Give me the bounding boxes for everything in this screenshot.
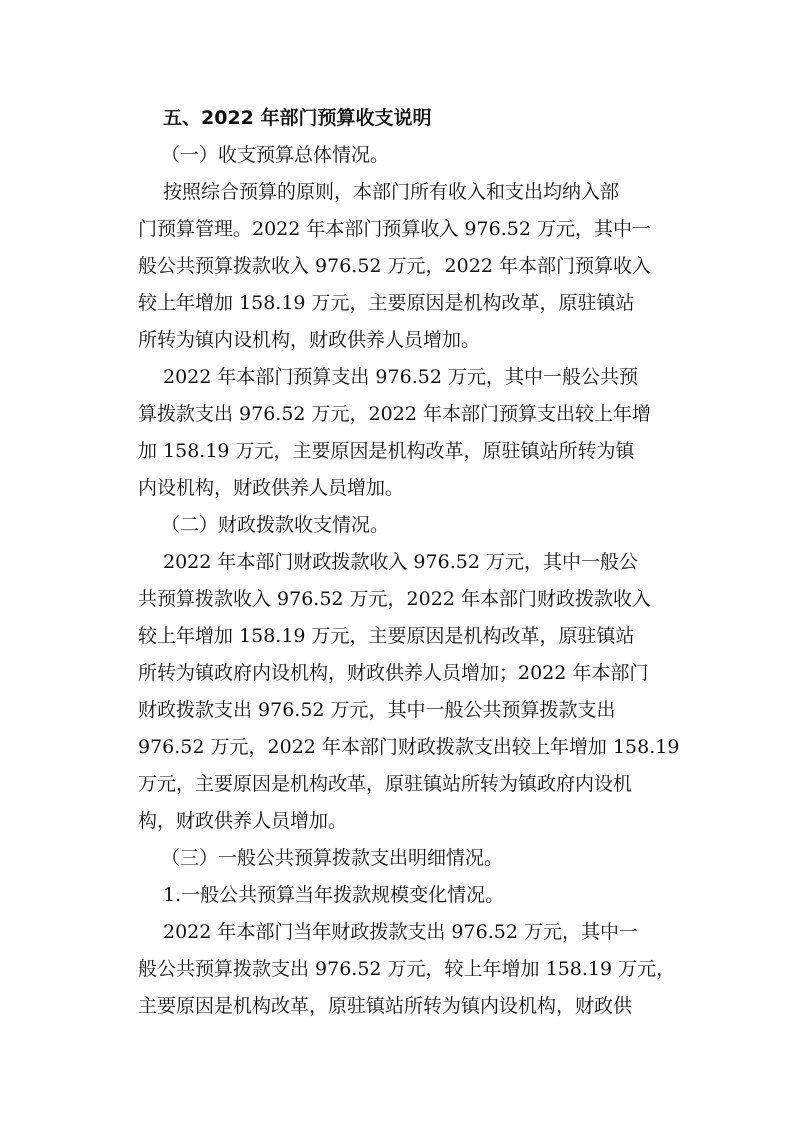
subsection-1-heading: （一）收支预算总体情况。 [161, 144, 390, 166]
text-line: 按照综合预算的原则，本部门所有收入和支出均纳入部 [163, 181, 620, 203]
subsection-1-paragraph-2 [138, 359, 681, 507]
text-line: 所转为镇政府内设机构，财政供养人员增加；2022 年本部门 [138, 662, 649, 684]
text-line: 财政拨款支出 976.52 万元，其中一般公共预算拨款支出 [138, 699, 616, 721]
subsection-2-heading: （二）财政拨款收支情况。 [161, 514, 390, 536]
document-body [138, 100, 681, 1025]
text-line: 所转为镇内设机构，财政供养人员增加。 [138, 329, 481, 351]
text-line: 976.52 万元，2022 年本部门财政拨款支出较上年增加 158.19 [138, 736, 680, 758]
subsection-3-paragraph [138, 914, 681, 1025]
text-line: 2022 年本部门预算支出 976.52 万元，其中一般公共预 [163, 366, 638, 388]
text-line: 门预算管理。2022 年本部门预算收入 976.52 万元，其中一 [138, 218, 651, 240]
subsection-2-paragraph [138, 544, 681, 840]
text-line: 主要原因是机构改革，原驻镇站所转为镇内设机构，财政供 [138, 995, 633, 1017]
text-line: 万元，主要原因是机构改革，原驻镇站所转为镇政府内设机 [138, 773, 633, 795]
subsection-1-paragraph-1 [138, 174, 681, 359]
subsection-3-item-1-heading: 1.一般公共预算当年拨款规模变化情况。 [163, 884, 505, 906]
text-line: 较上年增加 158.19 万元，主要原因是机构改革，原驻镇站 [138, 625, 635, 647]
text-line: 般公共预算拨款收入 976.52 万元，2022 年本部门预算收入 [138, 255, 651, 277]
text-line: 较上年增加 158.19 万元，主要原因是机构改革，原驻镇站 [138, 292, 635, 314]
subsection-3-heading: （三）一般公共预算拨款支出明细情况。 [161, 847, 504, 869]
text-line: 共预算拨款收入 976.52 万元，2022 年本部门财政拨款收入 [138, 588, 651, 610]
text-line: 内设机构，财政供养人员增加。 [138, 477, 405, 499]
text-line: 算拨款支出 976.52 万元，2022 年本部门预算支出较上年增 [138, 403, 651, 425]
text-line: 加 158.19 万元，主要原因是机构改革，原驻镇站所转为镇 [138, 440, 635, 462]
text-line: 2022 年本部门财政拨款收入 976.52 万元，其中一般公 [163, 551, 638, 573]
text-line: 般公共预算拨款支出 976.52 万元，较上年增加 158.19 万元， [138, 958, 676, 980]
text-line: 2022 年本部门当年财政拨款支出 976.52 万元，其中一 [163, 921, 638, 943]
section-title: 五、2022 年部门预算收支说明 [163, 107, 432, 129]
text-line: 构，财政供养人员增加。 [138, 810, 348, 832]
